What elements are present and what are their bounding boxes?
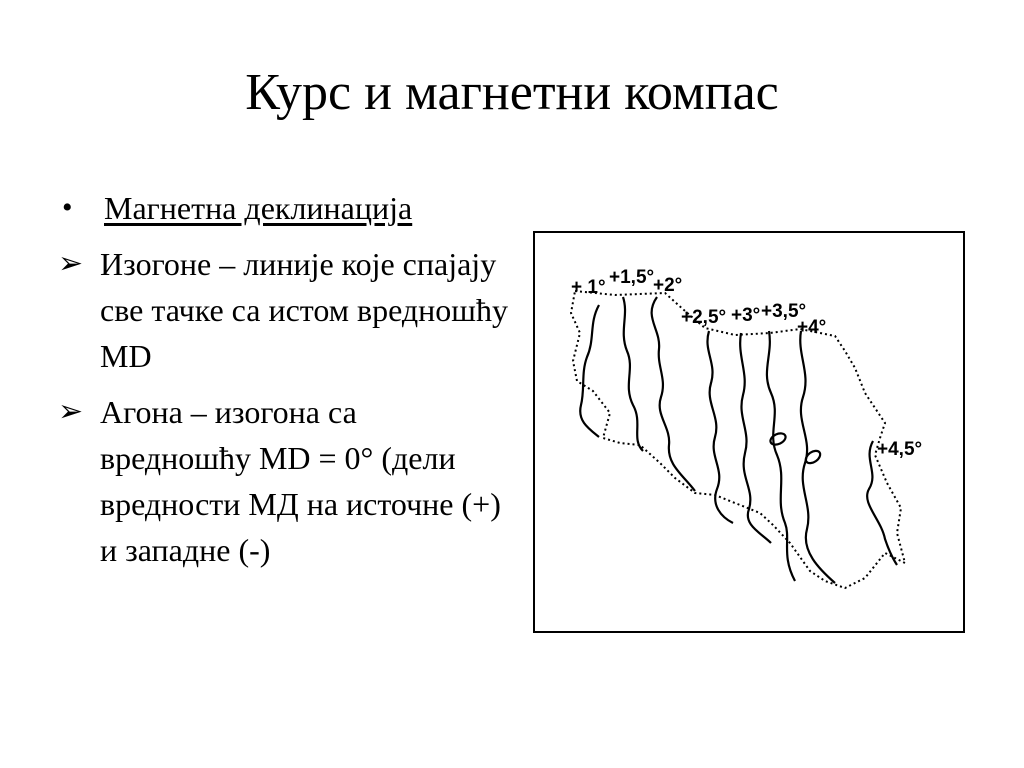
isogone-loop: [769, 431, 788, 447]
isogone-map-drawing: [535, 233, 963, 631]
isogone-label: +4,5°: [877, 439, 923, 460]
isogone-line: [767, 331, 795, 581]
bullet-text-isogones: Изогоне – линије које спајају све тачке са истом вредношћу MD: [100, 246, 508, 374]
isogone-line: [580, 305, 599, 437]
bullet-text-declination: Магнетна деклинација: [104, 190, 413, 226]
bullet-text-agone: Агона – изогона са вредношћу MD = 0° (дели вредности МД на источне (+) и западне (-): [100, 394, 501, 568]
bullet-list: [58, 185, 508, 583]
isogone-map: [533, 231, 965, 633]
arrow-bullet-icon: ➢: [58, 395, 84, 428]
isogone-label: +4°: [797, 317, 827, 338]
isogone-label: +2,5°: [681, 307, 727, 328]
isogone-label: +1,5°: [609, 267, 655, 288]
isogone-label: +3,5°: [761, 301, 807, 322]
isogone-line: [623, 297, 643, 451]
isogone-label: +3°: [731, 305, 761, 326]
bullet-dot-icon: •: [62, 191, 73, 224]
arrow-bullet-icon: ➢: [58, 247, 84, 280]
isogone-label: +2°: [653, 275, 683, 296]
bullet-item-agone: [58, 389, 508, 573]
bullet-item-declination: [58, 185, 508, 231]
slide-title: Курс и магнетни компас: [245, 64, 779, 121]
isogone-line: [740, 333, 771, 543]
bullet-item-isogones: [58, 241, 508, 379]
isogone-label: + 1°: [571, 277, 606, 298]
country-border: [571, 291, 905, 588]
